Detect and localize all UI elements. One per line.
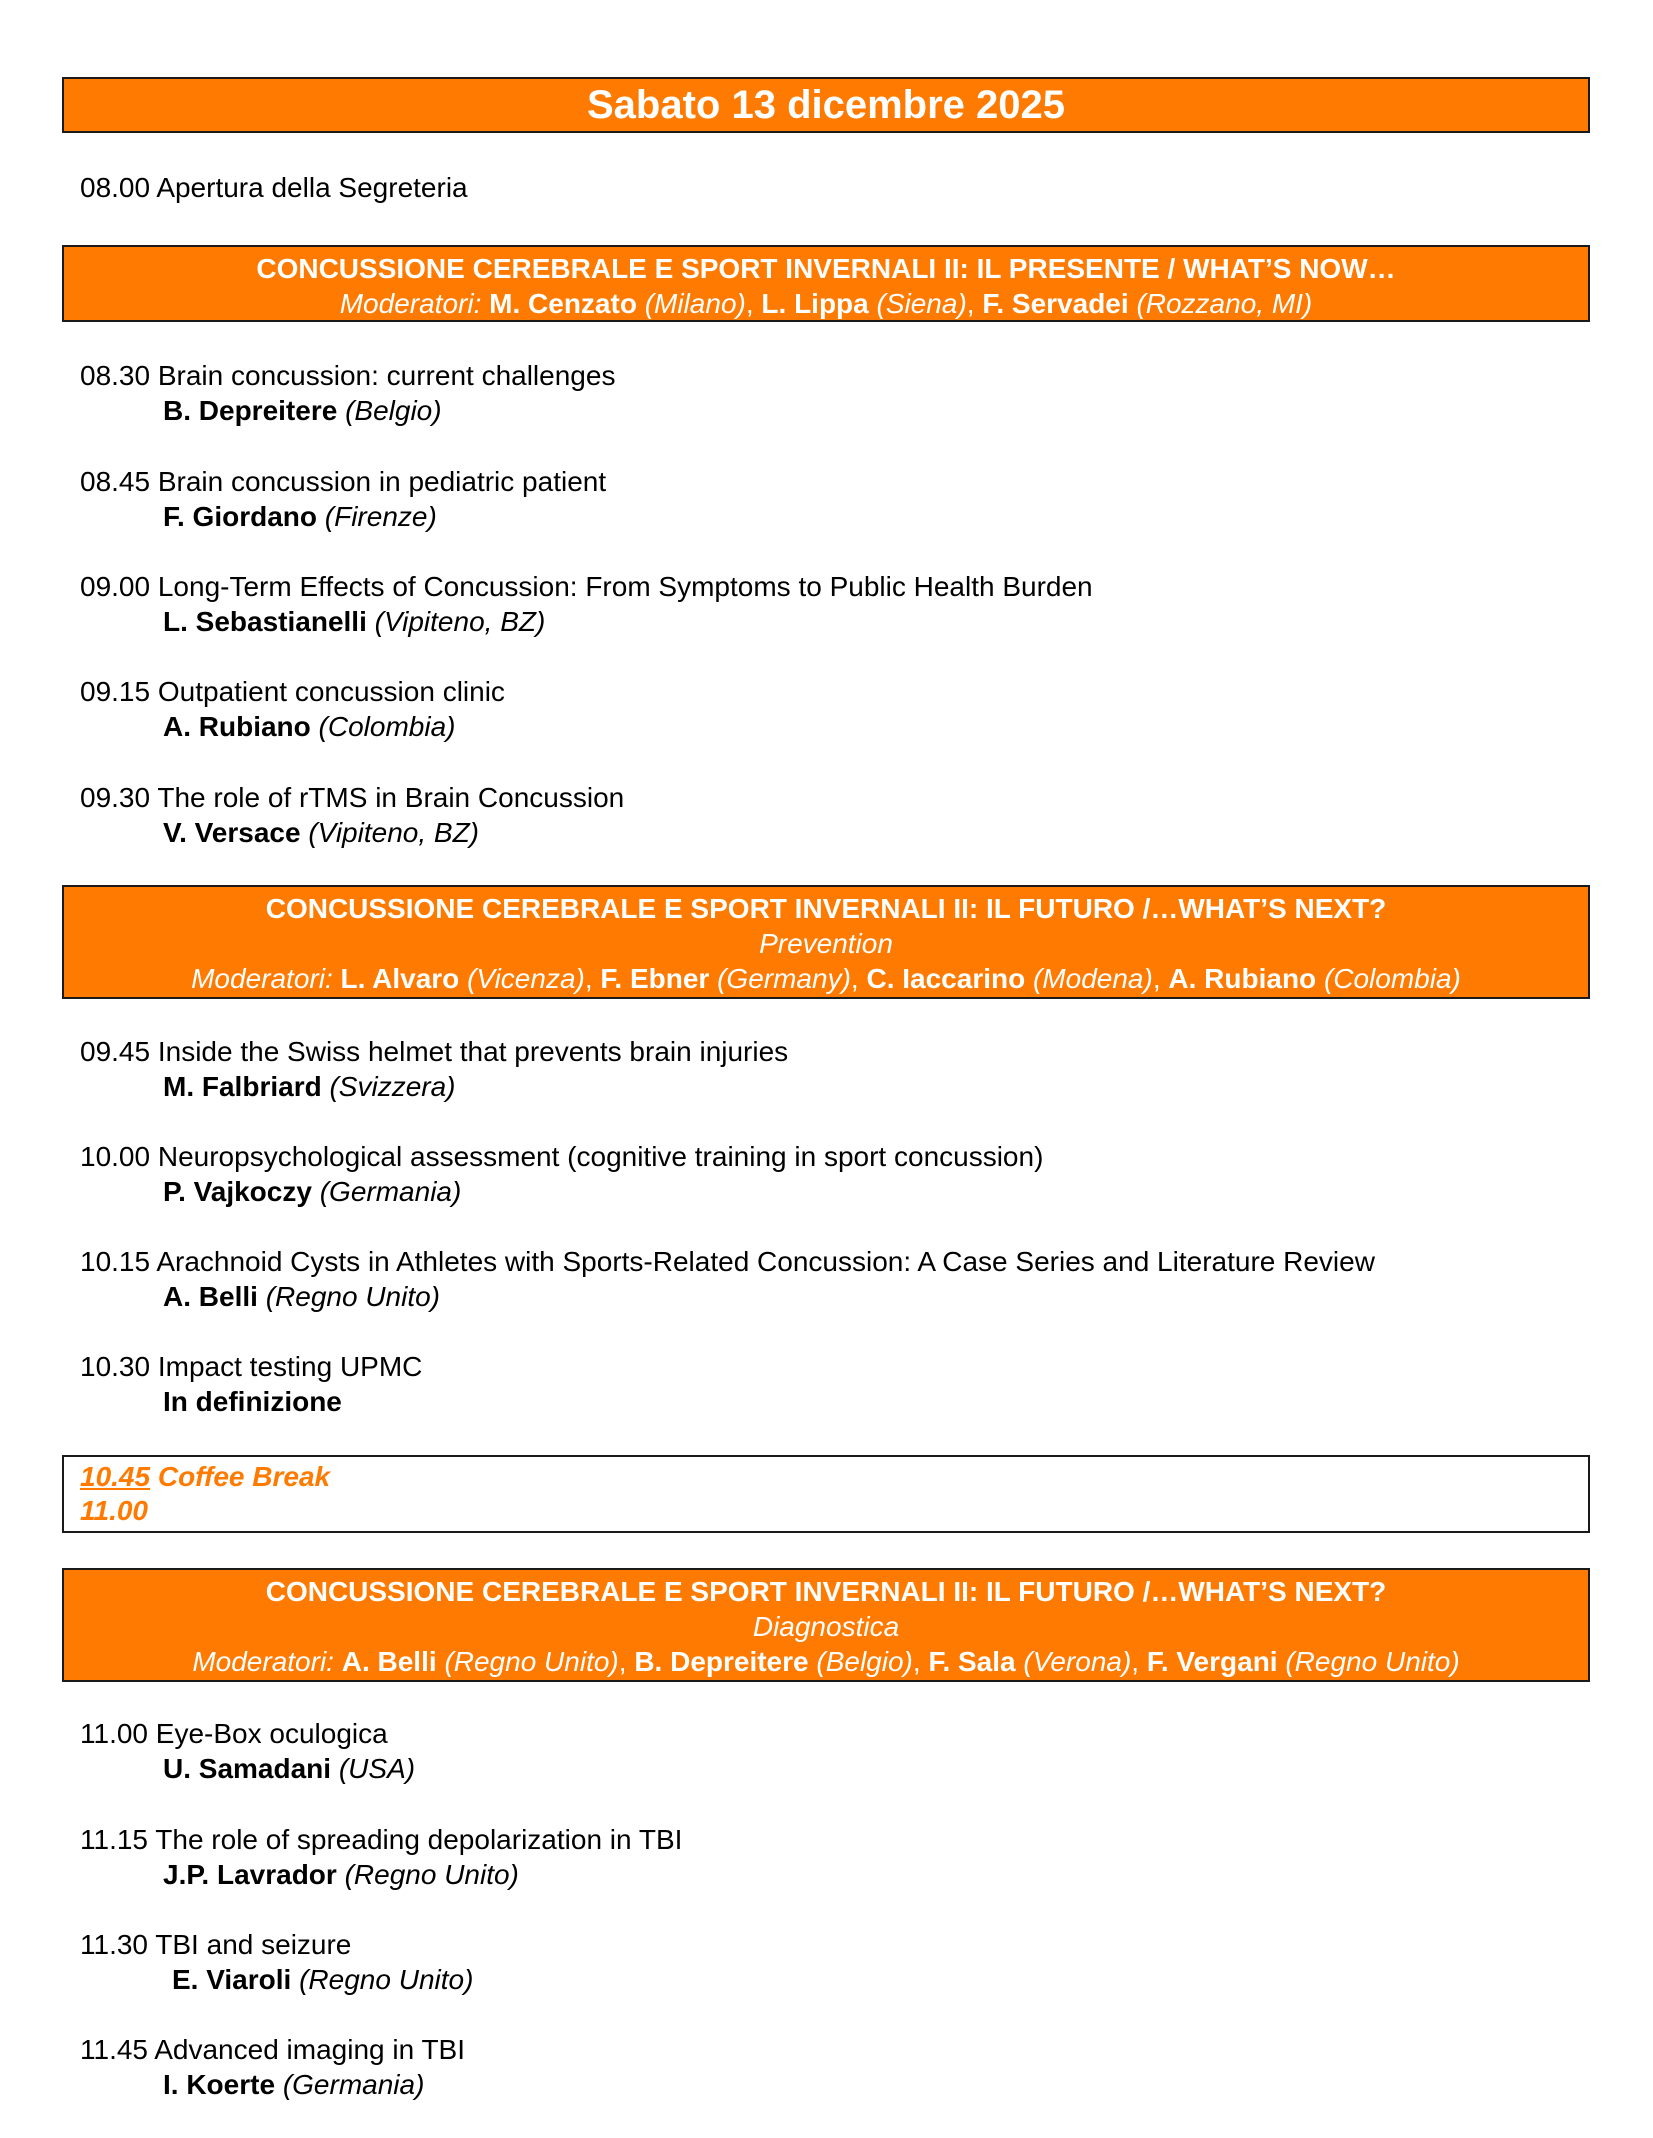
session-moderators (64, 961, 1588, 996)
session-title: CONCUSSIONE CEREBRALE E SPORT INVERNALI II: IL PRESENTE / WHAT’S NOW… (256, 253, 1396, 284)
speaker-name: J.P. Lavrador (163, 1859, 337, 1890)
talk-item (80, 674, 505, 744)
speaker-place: (Regno Unito) (265, 1281, 441, 1312)
separator: , (745, 288, 762, 319)
speaker-name: F. Giordano (163, 501, 317, 532)
talk-item (80, 1349, 422, 1419)
speaker-name: E. Viaroli (172, 1964, 292, 1995)
moderators-label: Moderatori: (339, 288, 482, 319)
coffee-start-time: 10.45 (80, 1461, 151, 1492)
talk-title: Inside the Swiss helmet that prevents brain injuries (157, 1036, 789, 1067)
moderator-place: (Regno Unito) (1285, 1646, 1460, 1677)
talk-time: 09.00 (80, 571, 151, 602)
speaker-place: (Germania) (282, 2069, 425, 2100)
separator: , (1131, 1646, 1147, 1677)
talk-title: Brain concussion: current challenges (157, 360, 616, 391)
speaker-place: (Colombia) (318, 711, 456, 742)
talk-item (80, 2032, 465, 2102)
session-header-3 (62, 1568, 1590, 1682)
opening-time: 08.00 (80, 172, 151, 203)
moderator-place: (Regno Unito) (444, 1646, 619, 1677)
coffee-end-time: 11.00 (80, 1495, 148, 1526)
moderator-name: A. Rubiano (1168, 963, 1317, 994)
speaker-name: U. Samadani (163, 1753, 332, 1784)
coffee-label: Coffee Break (157, 1461, 331, 1492)
opening-title: Apertura della Segreteria (156, 172, 468, 203)
talk-time: 09.30 (80, 782, 151, 813)
separator: , (1152, 963, 1169, 994)
talk-time: 10.15 (80, 1246, 151, 1277)
talk-title: Long-Term Effects of Concussion: From Symptoms to Public Health Burden (157, 571, 1093, 602)
speaker-name: L. Sebastianelli (163, 606, 367, 637)
talk-time: 08.30 (80, 360, 151, 391)
talk-title: Eye-Box oculogica (155, 1718, 388, 1749)
talk-title: The role of spreading depolarization in TBI (155, 1824, 683, 1855)
separator: , (966, 288, 983, 319)
talk-item (80, 1716, 415, 1786)
talk-item (80, 780, 624, 850)
talk-item (80, 358, 615, 428)
moderator-place: (Siena) (876, 288, 967, 319)
moderator-name: F. Vergani (1146, 1646, 1278, 1677)
moderator-name: L. Alvaro (340, 963, 460, 994)
moderators-label: Moderatori: (192, 1646, 334, 1677)
talk-time: 11.15 (80, 1824, 148, 1855)
speaker-place: (Firenze) (324, 501, 437, 532)
speaker-place: (Vipiteno, BZ) (374, 606, 546, 637)
separator: , (850, 963, 867, 994)
moderator-place: (Colombia) (1323, 963, 1461, 994)
talk-title: TBI and seizure (155, 1929, 352, 1960)
speaker-place: (Regno Unito) (299, 1964, 474, 1995)
session-header-2 (62, 885, 1590, 999)
session-subtitle: Diagnostica (752, 1611, 900, 1642)
speaker-name: M. Falbriard (163, 1071, 322, 1102)
talk-title: The role of rTMS in Brain Concussion (157, 782, 625, 813)
speaker-name: I. Koerte (163, 2069, 276, 2100)
moderator-name: B. Depreitere (634, 1646, 809, 1677)
separator: , (618, 1646, 635, 1677)
speaker-name: In definizione (163, 1386, 342, 1417)
talk-time: 08.45 (80, 466, 151, 497)
talk-item (80, 1244, 1375, 1314)
talk-item (80, 569, 1093, 639)
talk-time: 11.45 (80, 2034, 148, 2065)
speaker-place: (Regno Unito) (344, 1859, 519, 1890)
speaker-place: (Vipiteno, BZ) (308, 817, 480, 848)
talk-item (80, 464, 606, 534)
moderator-place: (Vicenza) (467, 963, 585, 994)
moderator-name: A. Belli (341, 1646, 437, 1677)
speaker-name: P. Vajkoczy (163, 1176, 312, 1207)
session-moderators (64, 1644, 1588, 1679)
opening-item (80, 172, 468, 204)
moderator-name: C. Iaccarino (866, 963, 1026, 994)
moderator-place: (Verona) (1023, 1646, 1132, 1677)
speaker-place: (Svizzera) (329, 1071, 456, 1102)
day-title: Sabato 13 dicembre 2025 (62, 77, 1590, 133)
moderators-label: Moderatori: (191, 963, 333, 994)
talk-time: 09.15 (80, 676, 151, 707)
moderator-name: F. Ebner (600, 963, 710, 994)
separator: , (912, 1646, 929, 1677)
moderator-place: (Milano) (644, 288, 746, 319)
speaker-name: B. Depreitere (163, 395, 338, 426)
session-subtitle: Prevention (759, 928, 893, 959)
speaker-place: (USA) (338, 1753, 416, 1784)
talk-item (80, 1139, 1043, 1209)
session-header-1 (62, 245, 1590, 322)
moderator-name: M. Cenzato (489, 288, 637, 319)
moderator-name: F. Servadei (982, 288, 1129, 319)
talk-item (80, 1927, 473, 1997)
talk-title: Outpatient concussion clinic (157, 676, 505, 707)
talk-title: Advanced imaging in TBI (154, 2034, 466, 2065)
speaker-name: A. Rubiano (163, 711, 311, 742)
coffee-break-box (62, 1455, 1590, 1533)
moderator-place: (Belgio) (816, 1646, 913, 1677)
session-title: CONCUSSIONE CEREBRALE E SPORT INVERNALI II: IL FUTURO /…WHAT’S NEXT? (265, 893, 1387, 924)
talk-item (80, 1822, 682, 1892)
moderator-name: L. Lippa (761, 288, 869, 319)
moderator-place: (Rozzano, MI) (1136, 288, 1313, 319)
speaker-place: (Germania) (319, 1176, 462, 1207)
speaker-place: (Belgio) (345, 395, 442, 426)
speaker-name: A. Belli (163, 1281, 258, 1312)
talk-time: 10.00 (80, 1141, 151, 1172)
talk-title: Neuropsychological assessment (cognitive training in sport concussion) (157, 1141, 1044, 1172)
moderator-place: (Germany) (717, 963, 851, 994)
talk-time: 11.00 (80, 1718, 148, 1749)
talk-title: Brain concussion in pediatric patient (157, 466, 607, 497)
moderator-place: (Modena) (1032, 963, 1153, 994)
talk-time: 11.30 (80, 1929, 148, 1960)
talk-title: Arachnoid Cysts in Athletes with Sports-Related Concussion: A Case Series and Literature Review (156, 1246, 1375, 1277)
talk-time: 10.30 (80, 1351, 151, 1382)
talk-item (80, 1034, 788, 1104)
session-title: CONCUSSIONE CEREBRALE E SPORT INVERNALI II: IL FUTURO /…WHAT’S NEXT? (265, 1576, 1387, 1607)
talk-time: 09.45 (80, 1036, 151, 1067)
talk-title: Impact testing UPMC (157, 1351, 423, 1382)
separator: , (584, 963, 601, 994)
speaker-name: V. Versace (163, 817, 301, 848)
moderator-name: F. Sala (928, 1646, 1016, 1677)
session-moderators (64, 286, 1588, 321)
